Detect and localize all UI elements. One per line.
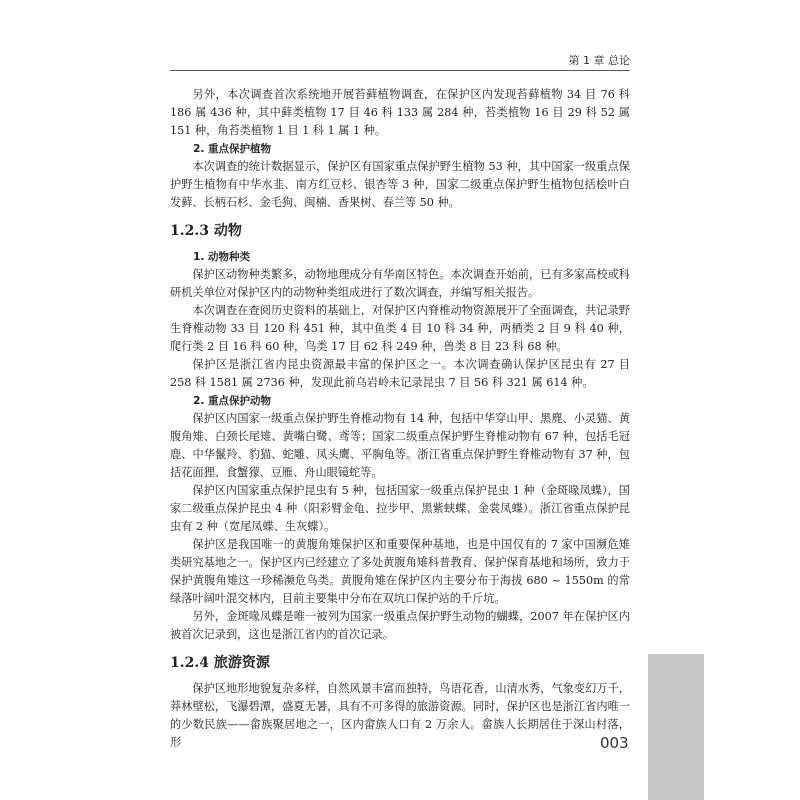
paragraph: 另外，金斑喙凤蝶是唯一被列为国家一级重点保护野生动物的蝴蝶，2007 年在保护区内被首次记录到，这也是浙江省内的首次记录。 [170,610,630,641]
paragraph: 保护区动物种类繁多，动物地理成分有华南区特色。本次调查开始前，已有多家高校或科研机关单位对保护区内的动物种类组成进行了数次调查，并编写相关报告。 [170,268,630,299]
running-header [170,50,630,71]
section-heading: 1.2.4 旅游资源 [170,655,270,671]
section-heading: 1.2.3 动物 [170,223,242,239]
paragraph: 保护区是浙江省内昆虫资源最丰富的保护区之一。本次调查确认保护区昆虫有 27 目 258 科 1581 属 2736 种，发现此前乌岩岭未记录昆虫 7 目 56 科 321 属 614 种。 [170,358,630,389]
paragraph: 保护区地形地貌复杂多样，自然风景丰富而独特，鸟语花香，山清水秀，气象变幻万千，莽林壁松，飞瀑碧潭，盛夏无暑，具有不可多得的旅游资源。同时，保护区也是浙江省内唯一的少数民族——畲族聚居地之一，区内畲族人口有 2 万余人。畲族人长期居住于深山村落，形 [170,682,630,749]
subsection-heading: 2. 重点保护动物 [193,395,272,407]
paragraph: 本次调查的统计数据显示，保护区有国家重点保护野生植物 53 种，其中国家一级重点保护野生植物有中华水韭、南方红豆杉、银杏等 3 种，国家二级重点保护野生植物包括桧叶白发藓、长柄石杉、金毛狗、闽楠、香果树、春兰等 50 种。 [170,160,630,209]
page-body [170,86,630,752]
paragraph: 本次调查在查阅历史资料的基础上，对保护区内脊椎动物资源展开了全面调查，共记录野生脊椎动物 33 目 120 科 451 种，其中鱼类 4 目 10 科 34 种，两栖类 2 目 9 科 40 种，爬行类 2 目 16 科 60 种，鸟类 17 目 62 科 249 种，兽类 8 目 23 科 68 种。 [170,304,630,353]
chapter-title: 第 1 章 总论 [568,54,630,67]
subsection-heading: 1. 动物种类 [193,251,251,263]
paragraph: 保护区内国家一级重点保护野生脊椎动物有 14 种，包括中华穿山甲、黑麂、小灵猫、黄腹角雉、白颈长尾雉、黄嘴白鹭、鸢等；国家二级重点保护野生脊椎动物有 67 种，包括毛冠鹿、中华鬣羚、豹猫、蛇雕、凤头鹰、平胸龟等。浙江省重点保护野生脊椎动物有 37 种，包括花面狸、食蟹獴、豆雁、舟山眼镜蛇等。 [170,412,630,479]
page-number: 003 [600,734,629,752]
paragraph: 另外，本次调查首次系统地开展苔藓植物调查，在保护区内发现苔藓植物 34 目 76 科 186 属 436 种，其中藓类植物 17 目 46 科 133 属 284 种，苔类植物 16 目 29 科 52 属 151 种，角苔类植物 1 目 1 科 1 属 1 种。 [170,88,630,137]
paragraph: 保护区内国家重点保护昆虫有 5 种，包括国家一级重点保护昆虫 1 种（金斑喙凤蝶），国家二级重点保护昆虫 4 种（阳彩臂金龟、拉步甲、黑紫蛱蝶、金裳凤蝶）。浙江省重点保护昆虫有 2 种（宽尾凤蝶、生灰蝶）。 [170,484,630,533]
paragraph: 保护区是我国唯一的黄腹角雉保护区和重要保种基地，也是中国仅有的 7 家中国濒危雉类研究基地之一。保护区内已经建立了多处黄腹角雉科普教育、保护保育基地和场所，致力于保护黄腹角雉这一珍稀濒危鸟类。黄腹角雉在保护区内主要分布于海拔 680 ~ 1550m 的常绿落叶阔叶混交林内，目前主要集中分布在双坑口保护站的千斤坑。 [170,538,630,605]
subsection-heading: 2. 重点保护植物 [193,143,272,155]
page-side-tab [648,654,704,800]
